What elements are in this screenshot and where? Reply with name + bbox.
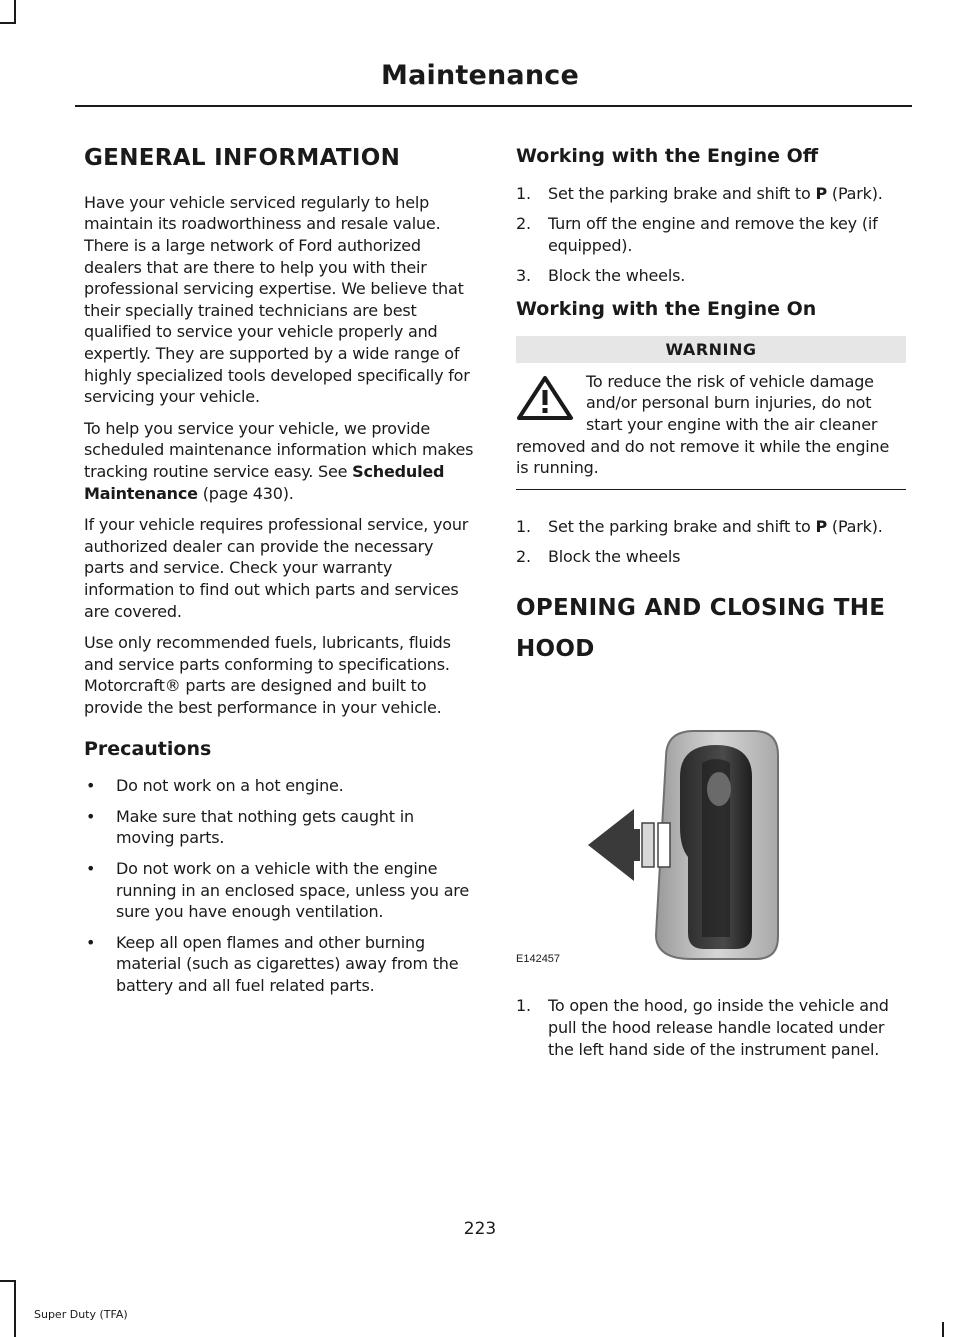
crop-mark <box>14 1280 16 1337</box>
crop-mark <box>0 22 16 24</box>
warning-text: To reduce the risk of vehicle damage and/or personal burn injuries, do not start your engine with the air cleaner removed and do not remove it while the engine is running. <box>516 371 890 478</box>
list-item <box>516 183 906 205</box>
step-text: Set the parking brake and shift to <box>548 183 816 203</box>
hood-heading-line1: OPENING AND CLOSING THE <box>516 594 886 621</box>
engine-off-steps <box>516 183 906 287</box>
paragraph-servicing: Have your vehicle serviced regularly to help maintain its roadworthiness and resale value. There is a large network of Ford authorized dealers that are there to help you with their professional servicing expertise. We believe that their specially trained technicians are best qualified to service your vehicle properly and expertly. They are supported by a wide range of highly specialized tools developed specifically for servicing your vehicle. <box>84 192 470 407</box>
step-number: 1. <box>516 996 531 1016</box>
precautions-list <box>84 775 474 996</box>
step-text-after: (Park). <box>827 516 883 536</box>
step-number: 2. <box>516 214 531 234</box>
paragraph-text: To help you service your vehicle, we provide scheduled maintenance information which makes tracking routine service easy. See <box>84 418 474 482</box>
step-text: Set the parking brake and shift to <box>548 516 816 536</box>
step-text: Block the wheels <box>548 547 681 567</box>
hood-steps <box>516 995 906 1060</box>
list-item: • Keep all open flames and other burning material (such as cigarettes) away from the battery and all fuel related parts. <box>84 932 474 997</box>
warning-box <box>516 336 906 490</box>
step-text: To open the hood, go inside the vehicle and pull the hood release handle located under the left hand side of the instrument panel. <box>548 996 889 1059</box>
list-item: • Make sure that nothing gets caught in moving parts. <box>84 806 474 849</box>
scheduled-maintenance-link[interactable]: Scheduled Maintenance <box>84 462 445 503</box>
crop-mark <box>942 1322 944 1337</box>
step-number: 1. <box>516 183 531 203</box>
list-item <box>516 995 906 1060</box>
figure-code: E142457 <box>516 953 561 966</box>
list-item: • Do not work on a hot engine. <box>84 775 474 797</box>
precautions-heading: Precautions <box>84 737 212 760</box>
park-gear-letter: P <box>815 516 828 536</box>
list-item <box>516 213 906 256</box>
list-item <box>516 546 906 568</box>
warning-body <box>516 371 906 479</box>
paragraph-professional-service: If your vehicle requires professional service, your authorized dealer can provide the necessary parts and service. Check your warranty information to find out which parts and services are covered. <box>84 515 469 621</box>
step-text: Block the wheels. <box>548 266 686 286</box>
left-column <box>84 144 474 1006</box>
hood-heading-line2: HOOD <box>516 635 595 662</box>
hood-release-figure <box>516 697 906 977</box>
warning-triangle-icon <box>516 375 574 421</box>
list-item <box>516 516 906 538</box>
page-reference: (page 430). <box>197 483 294 503</box>
footer-model: Super Duty (TFA) <box>34 1308 128 1321</box>
step-number: 2. <box>516 547 531 567</box>
engine-on-heading: Working with the Engine On <box>516 298 817 321</box>
step-text: Turn off the engine and remove the key (if equipped). <box>548 214 878 255</box>
crop-mark <box>14 0 16 22</box>
page-number: 223 <box>463 1219 497 1239</box>
header-rule <box>75 105 912 107</box>
engine-off-heading: Working with the Engine Off <box>516 145 819 167</box>
list-item <box>516 265 906 287</box>
warning-title: WARNING <box>516 336 906 363</box>
hood-release-handle-illustration <box>516 697 906 977</box>
hood-heading <box>516 594 906 664</box>
engine-on-steps <box>516 516 906 568</box>
park-gear-letter: P <box>815 183 828 203</box>
step-text-after: (Park). <box>827 183 883 203</box>
general-information-heading: GENERAL INFORMATION <box>84 145 401 171</box>
right-column <box>516 144 906 1070</box>
step-number: 1. <box>516 516 531 536</box>
paragraph-recommended-fuels: Use only recommended fuels, lubricants, fluids and service parts conforming to specifications. Motorcraft® parts are designed and built to provide the best performance in your vehicle. <box>84 633 451 717</box>
page-header-title: Maintenance <box>381 60 579 91</box>
step-number: 3. <box>516 266 531 286</box>
paragraph-scheduled-maintenance <box>84 418 474 504</box>
list-item: • Do not work on a vehicle with the engine running in an enclosed space, unless you are sure you have enough ventilation. <box>84 858 474 923</box>
